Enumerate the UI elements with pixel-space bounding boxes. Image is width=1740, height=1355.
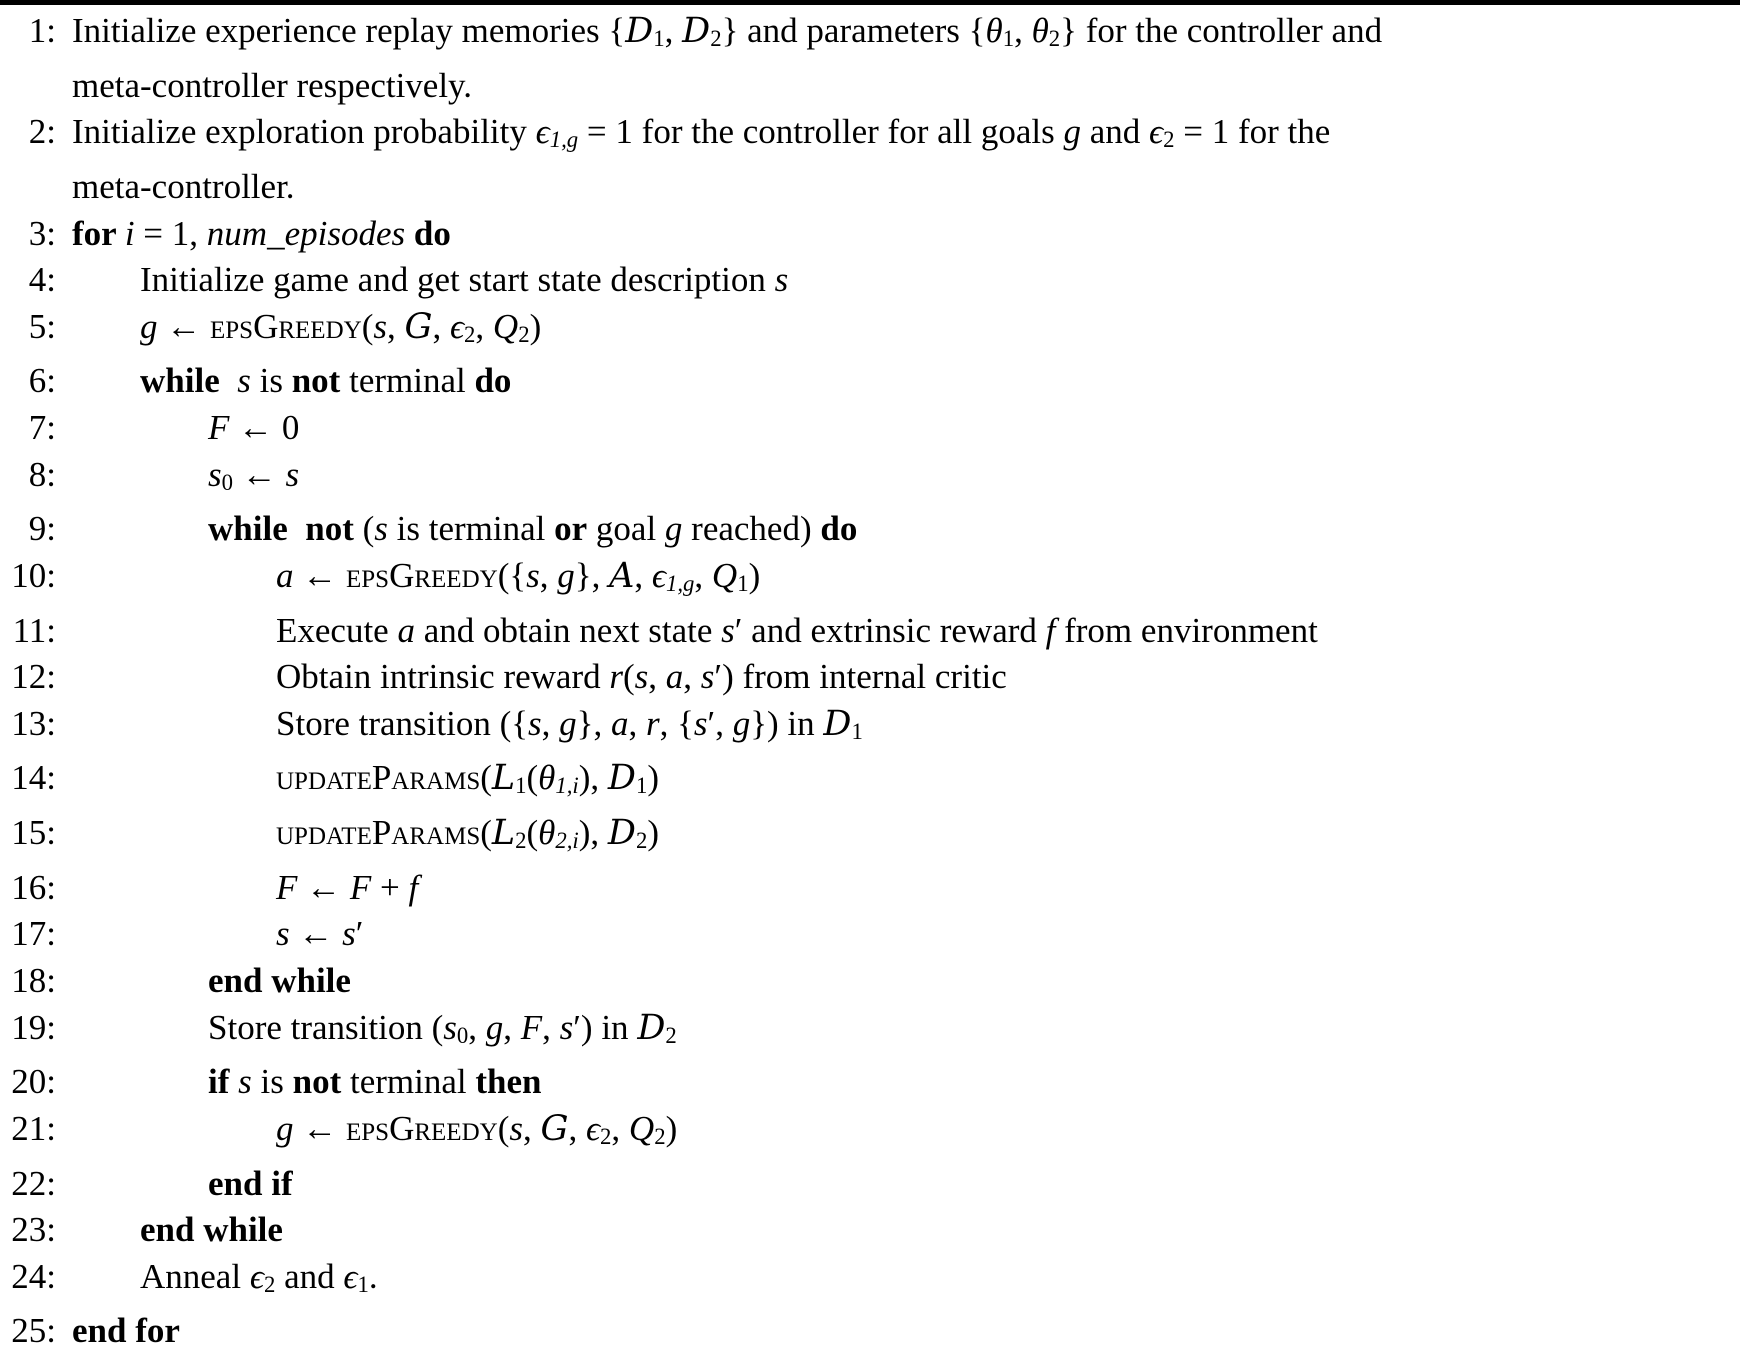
algorithm-line [0,654,1740,701]
line-number: 10: [11,555,56,595]
line-number: 22: [11,1163,56,1203]
algorithm-line [0,8,1740,109]
algorithm-line [0,1005,1740,1060]
algorithm-line [0,553,1740,608]
algorithm-line [0,755,1740,810]
algorithm-line [0,211,1740,258]
algorithm-line [0,506,1740,553]
algorithm-body [0,5,1740,1355]
line-number: 19: [11,1007,56,1047]
algorithm-line [0,1207,1740,1254]
line-content: Initialize game and get start state description s [140,260,789,300]
line-content: updateParams(L1(θ1,i), D1) [276,758,659,799]
line-number: 15: [11,813,56,853]
line-content: Initialize exploration probability ϵ1,g = 1 for the controller for all goals g and ϵ2 = 1 for the meta-controller. [72,112,1331,206]
algorithm-line [0,452,1740,507]
algorithm-line [0,1308,1740,1355]
line-number: 24: [11,1256,56,1296]
line-content: end while [140,1210,283,1250]
algorithm-line [0,1059,1740,1106]
line-content: while s is not terminal do [140,361,512,401]
line-number: 2: [28,112,56,152]
line-content: Execute a and obtain next state s′ and extrinsic reward f from environment [276,610,1318,650]
line-number: 13: [11,703,56,743]
line-content: Anneal ϵ2 and ϵ1. [140,1256,378,1297]
algorithm-line [0,958,1740,1005]
line-content: updateParams(L2(θ2,i), D2) [276,813,659,854]
algorithm-line [0,1161,1740,1208]
algorithm-line [0,810,1740,865]
line-content: end if [208,1163,293,1203]
line-number: 1: [28,11,56,50]
line-content: s ← s′ [276,914,364,954]
line-number: 6: [28,361,56,401]
line-content: Initialize experience replay memories {D1, D2} and parameters {θ1, θ2} for the controller and meta-controller respectively. [72,11,1383,105]
line-number: 17: [11,914,56,954]
line-content: g ← epsGreedy(s, G, ϵ2, Q2) [140,306,542,347]
line-content: Store transition ({s, g}, a, r, {s′, g}) in D1 [276,703,863,744]
line-number: 7: [28,408,56,448]
algorithm-line [0,304,1740,359]
line-content: F ← F + f [276,867,419,907]
line-content: end for [72,1311,180,1351]
line-number: 9: [28,509,56,549]
line-content: g ← epsGreedy(s, G, ϵ2, Q2) [276,1108,678,1149]
line-number: 25: [11,1311,56,1351]
line-number: 4: [28,260,56,300]
algorithm-line [0,911,1740,958]
algorithm-line [0,257,1740,304]
algorithm-line [0,109,1740,210]
algorithm-line [0,701,1740,756]
line-content: end while [208,961,351,1001]
line-number: 5: [28,306,56,346]
line-number: 21: [11,1108,56,1148]
algorithm-line [0,608,1740,655]
line-number: 20: [11,1062,56,1102]
algorithm-line [0,1254,1740,1309]
algorithm-line [0,358,1740,405]
line-number: 23: [11,1210,56,1250]
line-number: 16: [11,867,56,907]
line-content: Obtain intrinsic reward r(s, a, s′) from internal critic [276,657,1007,697]
line-content: F ← 0 [208,408,300,448]
line-content: if s is not terminal then [208,1062,542,1102]
algorithm-line [0,865,1740,912]
algorithm-line [0,405,1740,452]
line-content: s0 ← s [208,454,300,495]
line-number: 3: [28,213,56,253]
line-number: 12: [11,657,56,697]
line-content: Store transition (s0, g, F, s′) in D2 [208,1007,677,1048]
line-number: 11: [12,610,56,650]
line-content: while not (s is terminal or goal g reached) do [208,509,858,549]
line-number: 8: [28,454,56,494]
line-number: 18: [11,961,56,1001]
line-content: a ← epsGreedy({s, g}, A, ϵ1,g, Q1) [276,555,761,596]
algorithm-line [0,1106,1740,1161]
line-number: 14: [11,758,56,798]
line-content: for i = 1, num_episodes do [72,213,451,253]
